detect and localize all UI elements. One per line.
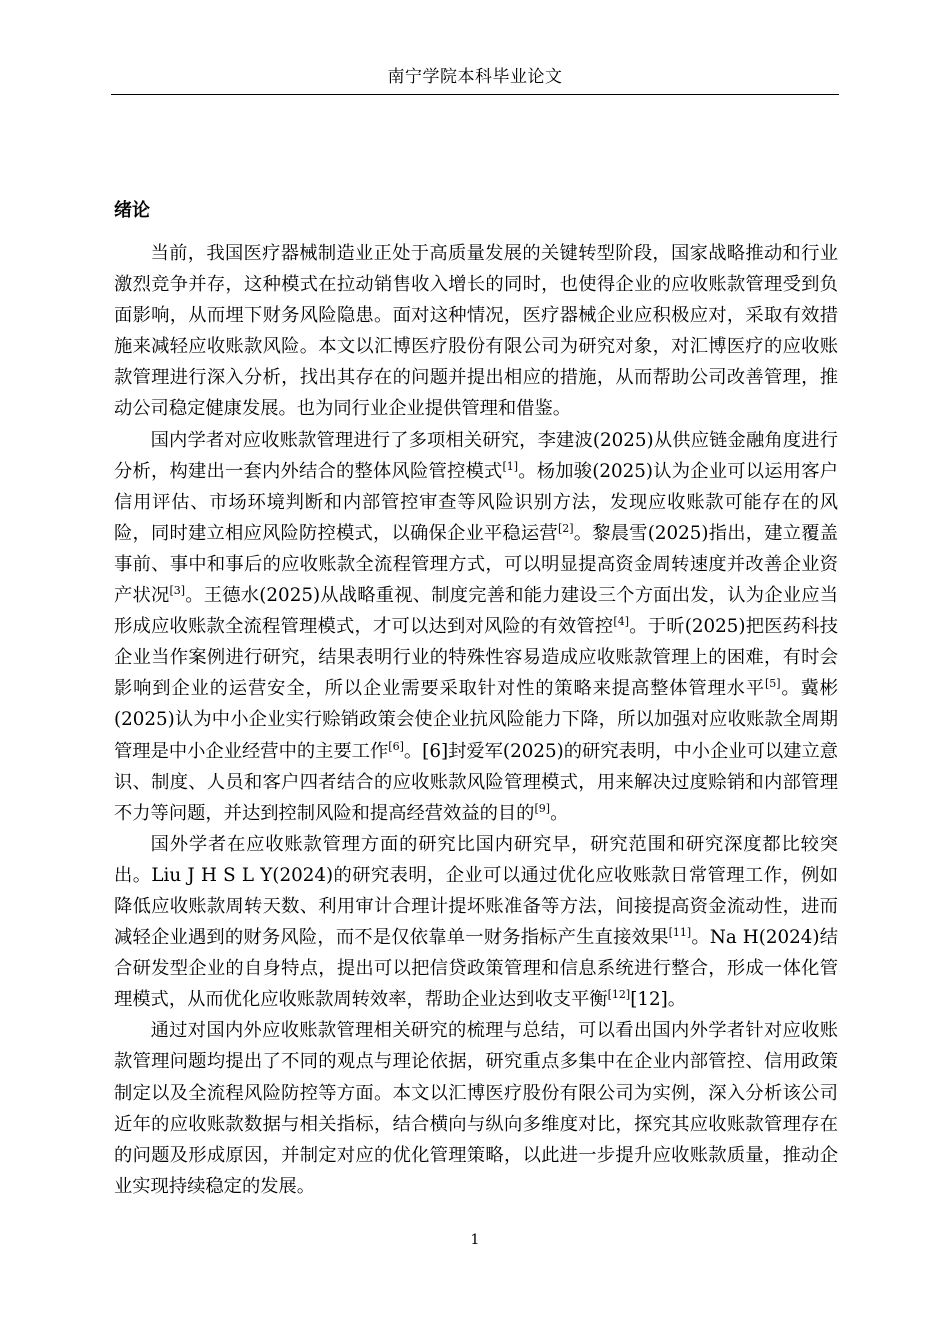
citation-superscript: [3] xyxy=(169,584,186,598)
page-header-title: 南宁学院本科毕业论文 xyxy=(387,67,563,87)
citation-superscript: [12] xyxy=(607,988,631,1002)
paragraph-text-run: 。于昕(2025)把医药科技企业当作案例进行研究，结果表明行业的特殊性容易造成应收账款管理上的困难，有时会影响到企业的运营安全，所以企业需要采取针对性的策略来提高整体管理水平 xyxy=(114,616,838,700)
page-number: 1 xyxy=(470,1232,480,1248)
paragraph-text-run: 通过对国内外应收账款管理相关研究的梳理与总结，可以看出国内外学者针对应收账款管理问题均提出了不同的观点与理论依据，研究重点多集中在企业内部管控、信用政策制定以及全流程风险防控等方面。本文以汇博医疗股份有限公司为实例，深入分析该公司近年的应收账款数据与相关指标，结合横向与纵向多维度对比，探究其应收账款管理存在的问题及形成原因，并制定对应的优化管理策略，以此进一步提升应收账款质量，推动企业实现持续稳定的发展。 xyxy=(114,1020,838,1197)
paragraph-text-run: 。[6]封爱军(2025)的研究表明，中小企业可以建立意识、制度、人员和客户四者结合的应收账款风险管理模式，用来解决过度赊销和内部管理不力等问题，并达到控制风险和提高经营效益的目的 xyxy=(114,740,839,824)
citation-superscript: [6] xyxy=(388,739,404,753)
paragraph-text-run: 国内学者对应收账款管理进行了多项相关研究，李建波(2025)从供应链金融角度进行分析，构建出一套内外结合的整体风险管控模式 xyxy=(114,429,838,482)
paragraph-text-run: 当前，我国医疗器械制造业正处于高质量发展的关键转型阶段，国家战略推动和行业激烈竞争并存，这种模式在拉动销售收入增长的同时，也使得企业的应收账款管理受到负面影响，从而埋下财务风险隐患。面对这种情况，医疗器械企业应积极应对，采取有效措施来减轻应收账款风险。本文以汇博医疗股份有限公司为研究对象，对汇博医疗的应收账款管理进行深入分析，找出其存在的问题并提出相应的措施，从而帮助公司改善管理，推动公司稳定健康发展。也为同行业企业提供管理和借鉴。 xyxy=(114,243,838,420)
paragraph-text-run: 。 xyxy=(550,802,569,824)
paragraph-text-run: 国外学者在应收账款管理方面的研究比国内研究早，研究范围和研究深度都比较突出。Liu J H S L Y(2024)的研究表明，企业可以通过优化应收账款日常管理工作，例如降低应收账款周转天数、利用审计合理计提坏账准备等方法，间接提高资金流动性，进而减轻企业遇到的财务风险，而不是仅依靠单一财务指标产生直接效果 xyxy=(114,833,838,949)
paragraph-text-run: 。Na H(2024)结合研发型企业的自身特点，提出可以把信贷政策管理和信息系统进行整合，形成一体化管理模式，从而优化应收账款周转效率，帮助企业达到收支平衡 xyxy=(114,927,839,1011)
citation-superscript: [1] xyxy=(502,459,519,473)
header-rule xyxy=(111,94,839,95)
body-text xyxy=(114,238,838,1202)
paragraph-text-run: 。黎晨雪(2025)指出，建立覆盖事前、事中和事后的应收账款全流程管理方式，可以明显提高资金周转速度并改善企业资产状况 xyxy=(114,522,839,607)
paragraph-intro xyxy=(114,238,838,425)
paragraph-text-run: 。杨加骏(2025)认为企业可以运用客户信用评估、市场环境判断和内部管控审查等风险识别方法，发现应收账款可能存在的风险，同时建立相应风险防控模式，以确保企业平稳运营 xyxy=(114,460,838,544)
citation-superscript: [5] xyxy=(764,677,781,691)
citation-superscript: [4] xyxy=(613,615,630,629)
paragraph-domestic-research xyxy=(114,425,838,829)
paragraph-text-run: 。冀彬(2025)认为中小企业实行赊销政策会使企业抗风险能力下降，所以加强对应收账款全周期管理是中小企业经营中的主要工作 xyxy=(114,678,839,762)
citation-superscript: [9] xyxy=(534,801,551,815)
paragraph-summary xyxy=(114,1015,838,1202)
paragraph-text-run: 。王德水(2025)从战略重视、制度完善和能力建设三个方面出发，认为企业应当形成应收账款全流程管理模式，才可以达到对风险的有效管控 xyxy=(114,585,838,638)
citation-superscript: [11] xyxy=(668,926,692,940)
section-title: 绪论 xyxy=(114,200,150,221)
paragraph-text-run: [12]。 xyxy=(630,989,686,1011)
paragraph-foreign-research xyxy=(114,829,838,1016)
citation-superscript: [2] xyxy=(557,521,574,535)
